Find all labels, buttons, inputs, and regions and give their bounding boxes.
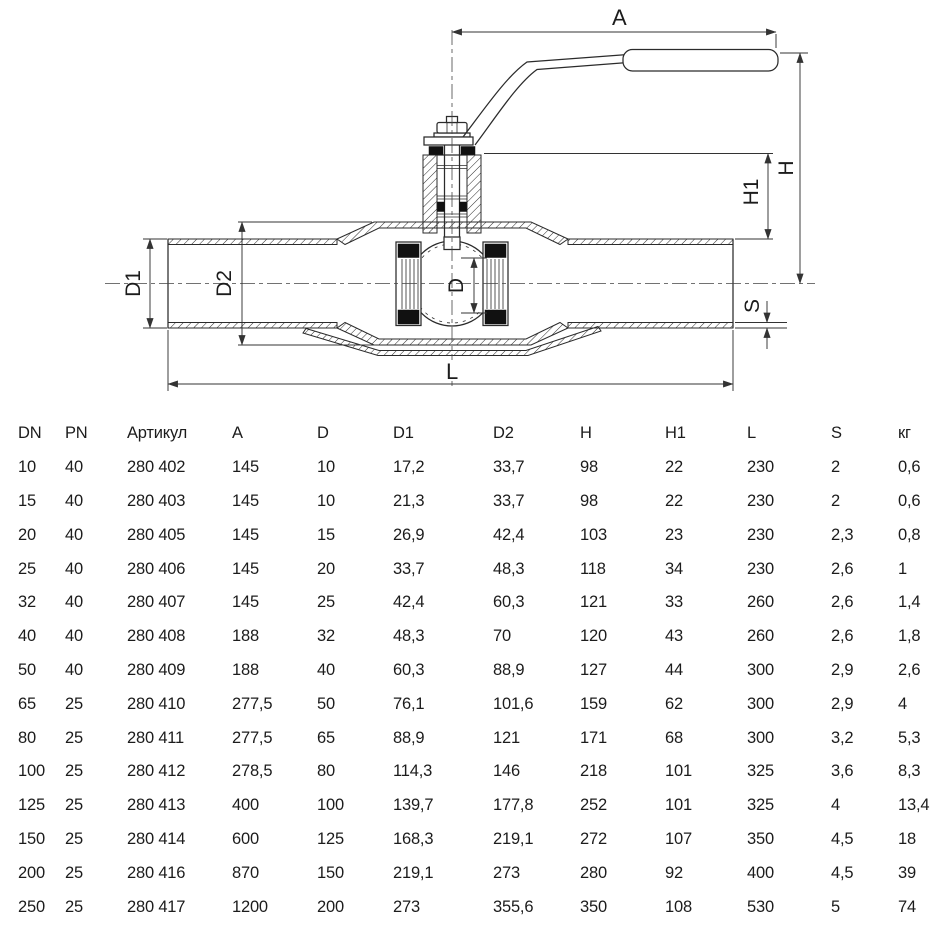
table-cell: 23 [665, 525, 683, 544]
table-cell: 1,4 [898, 593, 921, 612]
table-cell: 68 [665, 728, 683, 747]
table-cell: 125 [317, 829, 344, 848]
table-cell: 65 [317, 728, 335, 747]
table-cell: 92 [665, 863, 683, 882]
dim-label-D1: D1 [122, 270, 145, 297]
table-cell: 40 [65, 559, 83, 578]
table-row [18, 451, 948, 485]
table-cell: 0,6 [898, 491, 921, 510]
table-cell: 44 [665, 660, 683, 679]
table-cell: 139,7 [393, 796, 434, 815]
table-cell: 280 402 [127, 458, 186, 477]
table-cell: 108 [665, 897, 692, 916]
table-cell: 260 [747, 627, 774, 646]
table-row [18, 687, 948, 721]
table-cell: 101 [665, 762, 692, 781]
table-cell: 101,6 [493, 694, 534, 713]
table-cell: 250 [18, 897, 45, 916]
table-cell: 3,2 [831, 728, 854, 747]
table-cell: 2,9 [831, 660, 854, 679]
table-cell: 188 [232, 627, 259, 646]
table-cell: 25 [65, 762, 83, 781]
table-cell: 325 [747, 762, 774, 781]
table-cell: 280 407 [127, 593, 186, 612]
table-cell: 80 [18, 728, 36, 747]
table-cell: 145 [232, 491, 259, 510]
table-cell: 26,9 [393, 525, 425, 544]
table-cell: 121 [580, 593, 607, 612]
table-cell: 39 [898, 863, 916, 882]
table-cell: 145 [232, 458, 259, 477]
table-cell: 530 [747, 897, 774, 916]
table-cell: 400 [747, 863, 774, 882]
table-cell: 43 [665, 627, 683, 646]
table-cell: 4 [898, 694, 907, 713]
table-cell: 280 416 [127, 863, 186, 882]
table-cell: 168,3 [393, 829, 434, 848]
table-cell: 8,3 [898, 762, 921, 781]
table-cell: 0,8 [898, 525, 921, 544]
table-cell: 4,5 [831, 863, 854, 882]
dimensions-table [18, 417, 948, 924]
dim-label-H1: H1 [740, 178, 763, 206]
table-cell: 230 [747, 525, 774, 544]
table-cell: 280 410 [127, 694, 186, 713]
dim-label-L: L [446, 359, 459, 384]
table-row [18, 890, 948, 924]
table-cell: 3,6 [831, 762, 854, 781]
table-cell: 40 [65, 660, 83, 679]
table-cell: 13,4 [898, 796, 930, 815]
table-cell: 280 [580, 863, 607, 882]
table-cell: 252 [580, 796, 607, 815]
table-row [18, 755, 948, 789]
column-header: D [317, 424, 329, 443]
table-cell: 32 [317, 627, 335, 646]
table-cell: 4,5 [831, 829, 854, 848]
table-cell: 50 [317, 694, 335, 713]
table-cell: 0,6 [898, 458, 921, 477]
table-cell: 280 405 [127, 525, 186, 544]
table-cell: 101 [665, 796, 692, 815]
table-cell: 2 [831, 491, 840, 510]
table-cell: 2,3 [831, 525, 854, 544]
table-cell: 48,3 [393, 627, 425, 646]
table-cell: 219,1 [393, 863, 434, 882]
table-cell: 4 [831, 796, 840, 815]
table-cell: 10 [317, 458, 335, 477]
table-cell: 280 412 [127, 762, 186, 781]
table-cell: 171 [580, 728, 607, 747]
table-cell: 300 [747, 694, 774, 713]
table-cell: 74 [898, 897, 916, 916]
column-header: D1 [393, 424, 414, 443]
table-cell: 40 [65, 627, 83, 646]
table-row [18, 620, 948, 654]
table-cell: 230 [747, 559, 774, 578]
table-cell: 230 [747, 458, 774, 477]
table-cell: 25 [317, 593, 335, 612]
table-cell: 88,9 [393, 728, 425, 747]
column-header: H1 [665, 424, 686, 443]
table-cell: 100 [317, 796, 344, 815]
table-row [18, 823, 948, 857]
table-cell: 870 [232, 863, 259, 882]
table-cell: 1 [898, 559, 907, 578]
table-cell: 17,2 [393, 458, 425, 477]
table-cell: 125 [18, 796, 45, 815]
table-cell: 200 [317, 897, 344, 916]
table-cell: 18 [898, 829, 916, 848]
table-cell: 25 [65, 829, 83, 848]
table-cell: 22 [665, 458, 683, 477]
table-cell: 600 [232, 829, 259, 848]
table-cell: 1,8 [898, 627, 921, 646]
table-cell: 98 [580, 491, 598, 510]
table-cell: 350 [747, 829, 774, 848]
table-cell: 2,6 [831, 559, 854, 578]
column-header: D2 [493, 424, 514, 443]
table-cell: 76,1 [393, 694, 425, 713]
table-cell: 2,6 [831, 627, 854, 646]
table-cell: 114,3 [393, 762, 433, 781]
table-cell: 278,5 [232, 762, 273, 781]
table-row [18, 654, 948, 688]
table-cell: 42,4 [493, 525, 525, 544]
table-cell: 277,5 [232, 694, 273, 713]
table-cell: 219,1 [493, 829, 534, 848]
table-row [18, 856, 948, 890]
table-cell: 103 [580, 525, 607, 544]
table-cell: 40 [65, 593, 83, 612]
ball-valve-section-drawing [0, 0, 948, 415]
table-cell: 25 [65, 897, 83, 916]
table-cell: 280 406 [127, 559, 186, 578]
table-cell: 2,6 [898, 660, 921, 679]
table-row [18, 789, 948, 823]
table-cell: 65 [18, 694, 36, 713]
table-cell: 60,3 [493, 593, 525, 612]
table-cell: 120 [580, 627, 607, 646]
table-cell: 25 [65, 796, 83, 815]
table-cell: 280 408 [127, 627, 186, 646]
table-cell: 98 [580, 458, 598, 477]
column-header: L [747, 424, 756, 443]
table-cell: 42,4 [393, 593, 425, 612]
table-cell: 300 [747, 728, 774, 747]
table-cell: 20 [317, 559, 335, 578]
dimension-A [452, 5, 776, 48]
table-cell: 200 [18, 863, 45, 882]
table-cell: 145 [232, 559, 259, 578]
table-cell: 10 [18, 458, 36, 477]
table-cell: 25 [65, 694, 83, 713]
table-cell: 150 [18, 829, 45, 848]
handle-grip [623, 50, 778, 72]
table-cell: 121 [493, 728, 520, 747]
column-header: кг [898, 424, 911, 443]
table-cell: 277,5 [232, 728, 273, 747]
table-cell: 145 [232, 525, 259, 544]
table-cell: 25 [18, 559, 36, 578]
table-cell: 273 [493, 863, 520, 882]
dim-label-H: H [775, 160, 798, 176]
dim-label-A: A [612, 5, 627, 30]
table-cell: 260 [747, 593, 774, 612]
table-cell: 280 414 [127, 829, 186, 848]
table-cell: 280 417 [127, 897, 186, 916]
table-cell: 40 [65, 458, 83, 477]
table-cell: 33,7 [493, 458, 525, 477]
table-cell: 280 413 [127, 796, 186, 815]
table-cell: 33,7 [493, 491, 525, 510]
table-cell: 50 [18, 660, 36, 679]
table-cell: 10 [317, 491, 335, 510]
table-cell: 127 [580, 660, 607, 679]
table-cell: 60,3 [393, 660, 425, 679]
table-cell: 70 [493, 627, 511, 646]
table-cell: 280 403 [127, 491, 186, 510]
table-cell: 25 [65, 863, 83, 882]
table-row [18, 586, 948, 620]
table-cell: 400 [232, 796, 259, 815]
table-cell: 350 [580, 897, 607, 916]
table-cell: 188 [232, 660, 259, 679]
table-cell: 280 411 [127, 728, 185, 747]
table-cell: 20 [18, 525, 36, 544]
table-cell: 100 [18, 762, 45, 781]
table-cell: 5,3 [898, 728, 921, 747]
table-cell: 25 [65, 728, 83, 747]
table-cell: 2,9 [831, 694, 854, 713]
table-cell: 2,6 [831, 593, 854, 612]
table-row [18, 518, 948, 552]
table-cell: 88,9 [493, 660, 525, 679]
table-cell: 159 [580, 694, 607, 713]
table-cell: 40 [317, 660, 335, 679]
table-cell: 2 [831, 458, 840, 477]
handle-mount-plate [424, 137, 473, 145]
table-cell: 150 [317, 863, 344, 882]
table-row [18, 552, 948, 586]
table-cell: 40 [65, 525, 83, 544]
table-cell: 218 [580, 762, 607, 781]
table-cell: 80 [317, 762, 335, 781]
table-cell: 230 [747, 491, 774, 510]
table-cell: 22 [665, 491, 683, 510]
table-cell: 272 [580, 829, 607, 848]
column-header: A [232, 424, 243, 443]
table-cell: 177,8 [493, 796, 534, 815]
table-cell: 145 [232, 593, 259, 612]
column-header: PN [65, 424, 88, 443]
table-cell: 355,6 [493, 897, 534, 916]
valve-technical-drawing [0, 0, 948, 415]
table-cell: 40 [65, 491, 83, 510]
dim-label-D: D [445, 277, 468, 294]
column-header: DN [18, 424, 42, 443]
table-cell: 15 [317, 525, 335, 544]
table-cell: 325 [747, 796, 774, 815]
table-cell: 32 [18, 593, 36, 612]
handle [424, 50, 778, 146]
table-cell: 107 [665, 829, 692, 848]
table-cell: 1200 [232, 897, 268, 916]
dim-label-S: S [741, 298, 764, 314]
table-cell: 273 [393, 897, 420, 916]
table-cell: 146 [493, 762, 520, 781]
dimension-S [735, 299, 787, 349]
table-cell: 34 [665, 559, 683, 578]
table-header-row [18, 417, 948, 451]
table-cell: 5 [831, 897, 840, 916]
table-cell: 48,3 [493, 559, 525, 578]
column-header: S [831, 424, 842, 443]
table-row [18, 485, 948, 519]
dim-label-D2: D2 [213, 270, 236, 297]
table-cell: 40 [18, 627, 36, 646]
table-row [18, 721, 948, 755]
dimension-H [775, 53, 808, 284]
column-header: H [580, 424, 592, 443]
table-cell: 280 409 [127, 660, 186, 679]
table-cell: 21,3 [393, 491, 425, 510]
table-cell: 62 [665, 694, 683, 713]
table-cell: 15 [18, 491, 36, 510]
table-cell: 33 [665, 593, 683, 612]
table-cell: 118 [580, 559, 606, 578]
table-cell: 33,7 [393, 559, 425, 578]
table-cell: 300 [747, 660, 774, 679]
column-header: Артикул [127, 424, 188, 443]
